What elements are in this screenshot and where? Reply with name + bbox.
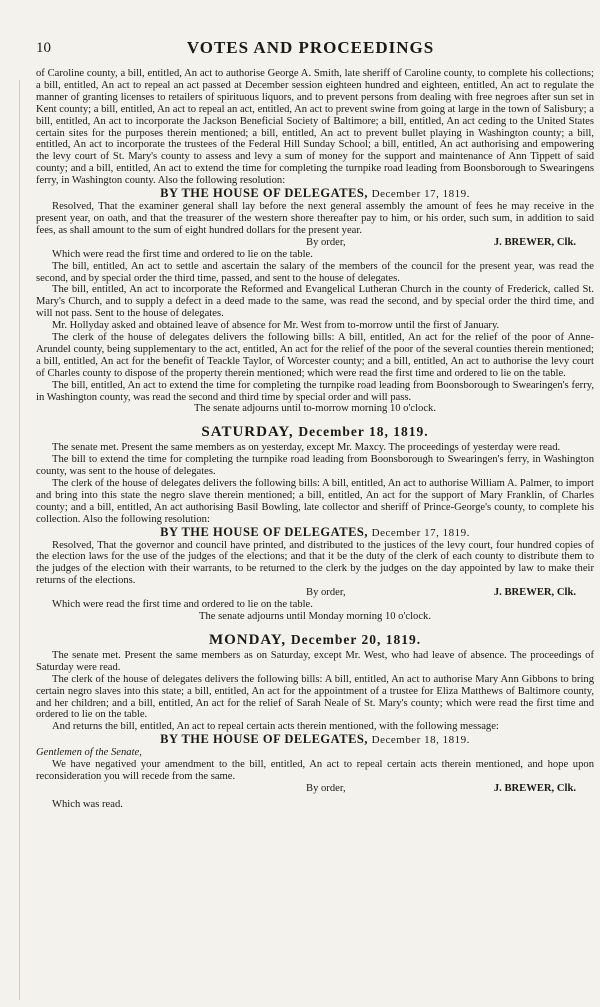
adjournment: The senate adjourns until Monday morning 10 o'clock. xyxy=(199,611,431,623)
day-heading-date: December 20, 1819. xyxy=(290,631,422,647)
margin-rule xyxy=(19,80,20,1000)
by-order: By order, xyxy=(306,782,346,794)
house-heading-date: December 17, 1819. xyxy=(371,188,470,201)
adjournment: The senate adjourns until to-morrow morning 10 o'clock. xyxy=(194,403,436,415)
by-order: By order, xyxy=(306,236,346,248)
day-heading-date: December 18, 1819. xyxy=(298,424,429,440)
house-heading-date: December 17, 1819. xyxy=(371,526,470,539)
clerk-signature: J. BREWER, Clk. xyxy=(493,782,576,794)
paragraph: The clerk of the house of delegates delivers the following bills: A bill, entitled, An act for the relief of the poor of Anne-Arundel county, being supplementary to the act, entitled, An act for the relief of the poor of the several counties therein mentioned; a bill, entitled, An act for the benefit of Teackle Taylor, of Worcester county; and a bill, entitled, An act to authorise the levy court of Charles county to dispose of the property therein mentioned; which were read the first time and ordered to lie on the table. xyxy=(36,332,594,379)
paragraph: The bill, entitled, An act to incorporate the Reformed and Evangelical Lutheran Church in the county of Frederick, called St. Mary's Church, and to supply a defect in a deed made to the same, was read the second, and by special order the third time, and will not pass. Sent to the house of delegates. xyxy=(36,284,594,320)
clerk-signature: J. BREWER, Clk. xyxy=(493,236,576,248)
page-header xyxy=(28,36,593,62)
clerk-signature: J. BREWER, Clk. xyxy=(493,587,576,599)
resolution: Resolved, That the governor and council have printed, and distributed to the justices of the levy court, four hundred copies of the election laws for the use of the judges of the elections; and that it be the duty of the clerk of each county to distribute them to the judges of the election with their warrants, to be returned to the clerk by the judges on the day appointed by law to make their returns of the elections. xyxy=(36,539,594,587)
paragraph: The clerk of the house of delegates delivers the following bills: A bill, entitled, An act to authorise Mary Ann Gibbons to bring certain negro slaves into this state; a bill, entitled, An act for the appointment of a trustee for Eliza Matthews of Baltimore county, and her children; and a bill, entitled, An act for the relief of Sarah Neale of St. Mary's county; which were read the first time and ordered to lie on the table. xyxy=(36,673,594,721)
paragraph: The senate met. Present the same members as on yesterday, except Mr. Maxcy. The proceedings of yesterday were read. xyxy=(52,442,561,454)
paragraph: The bill, entitled, An act to extend the time for completing the turnpike road leading from Boonsborough to Swearingen's ferry, in Washington county, was read the second and third time by special order and will pass. xyxy=(36,379,594,403)
day-heading-title: SATURDAY, xyxy=(201,424,294,441)
paragraph: The bill, entitled, An act to settle and ascertain the salary of the members of the council for the present year, was read the second, and by special order the third time, passed, and sent to the house of delegates. xyxy=(36,260,594,284)
signature-line xyxy=(36,587,594,599)
day-heading xyxy=(36,631,594,648)
house-heading-title: BY THE HOUSE OF DELEGATES, xyxy=(160,186,368,201)
house-heading xyxy=(36,524,594,540)
paragraph: And returns the bill, entitled, An act to repeal certain acts therein mentioned, with the following message: xyxy=(52,721,499,733)
house-heading xyxy=(36,188,594,201)
running-title: VOTES AND PROCEEDINGS xyxy=(186,38,435,57)
paragraph: Which were read the first time and ordered to lie on the table. xyxy=(52,248,313,260)
salutation: Gentlemen of the Senate, xyxy=(36,747,142,759)
paragraph: of Caroline county, a bill, entitled, An act to authorise George A. Smith, late sheriff of Caroline county, to complete his collections; a bill, entitled, An act to repeal an act passed at December session eighteen hundred and eighteen, entitled, An act to regulate the manner of granting licenses to retailers of spirituous liquors, and to prevent persons from dealing with free negroes after sun set in Kent county; a bill, entitled, An act to repeal an act, entitled, An act to prevent swine from going at large in the town of Salisbury; a bill, entitled, An act to incorporate the Jackson Beneficial Society of Baltimore; a bill, entitled, An act ceding to the United States certain sites for the purposes therein mentioned; a bill, entitled, An act to prevent bullet playing in Washington county; a bill, entitled, An act to incorporate the trustees of the Federal Hill Sunday School; a bill, entitled, An act authorising and empowering the levy court of St. Mary's county to assess and levy a sum of money for the support and maintenance of Ann Tippett of said county; and a bill, entitled, An act to extend the time for completing the turnpike road leading from Boonsborough to Swearingens ferry, in Washington county. Also the following resolution: xyxy=(36,68,594,187)
resolution: Resolved, That the examiner general shall lay before the next general assembly the amount of fees he may receive in the present year, on oath, and that the treasurer of the western shore thereafter pay to him, or his order, such sum, in addition to said fees, as shall amount to the sum of eight hundred dollars for the present year. xyxy=(36,200,594,236)
paragraph: The clerk of the house of delegates delivers the following bills: A bill, entitled, An act to authorise William A. Palmer, to import and bring into this state the negro slave therein mentioned; a bill, entitled, An act for the support of Mary Franklin, of Charles county; and a bill, entitled, An act authorising Basil Bowling, late collector and sheriff of Prince-George's county, to complete his collection. Also the following resolution: xyxy=(36,478,594,525)
house-heading xyxy=(36,734,594,747)
signature-line xyxy=(36,783,594,795)
paragraph: Which was read. xyxy=(52,798,123,810)
message: We have negatived your amendment to the bill, entitled, An act to repeal certain acts therein mentioned, and hope upon reconsideration you will recede from the same. xyxy=(36,759,594,782)
day-heading-title: MONDAY, xyxy=(208,631,287,648)
paragraph: Mr. Hollyday asked and obtained leave of absence for Mr. West from to-morrow until the first of January. xyxy=(52,320,500,332)
page-number: 10 xyxy=(36,40,51,56)
body-text xyxy=(36,68,594,811)
paragraph: The bill to extend the time for completing the turnpike road leading from Boonsborough to Swearingen's ferry, in Washington county, was sent to the house of delegates. xyxy=(36,454,594,478)
day-heading xyxy=(36,426,594,439)
paragraph: Which were read the first time and ordered to lie on the table. xyxy=(52,599,313,611)
house-heading-title: BY THE HOUSE OF DELEGATES, xyxy=(160,732,368,747)
paragraph: The senate met. Present the same members as on Saturday, except Mr. West, who had leave of absence. The proceedings of Saturday were read. xyxy=(36,649,594,673)
signature-line xyxy=(36,237,594,249)
by-order: By order, xyxy=(306,587,346,599)
house-heading-date: December 18, 1819. xyxy=(371,734,470,747)
house-heading-title: BY THE HOUSE OF DELEGATES, xyxy=(160,524,368,539)
